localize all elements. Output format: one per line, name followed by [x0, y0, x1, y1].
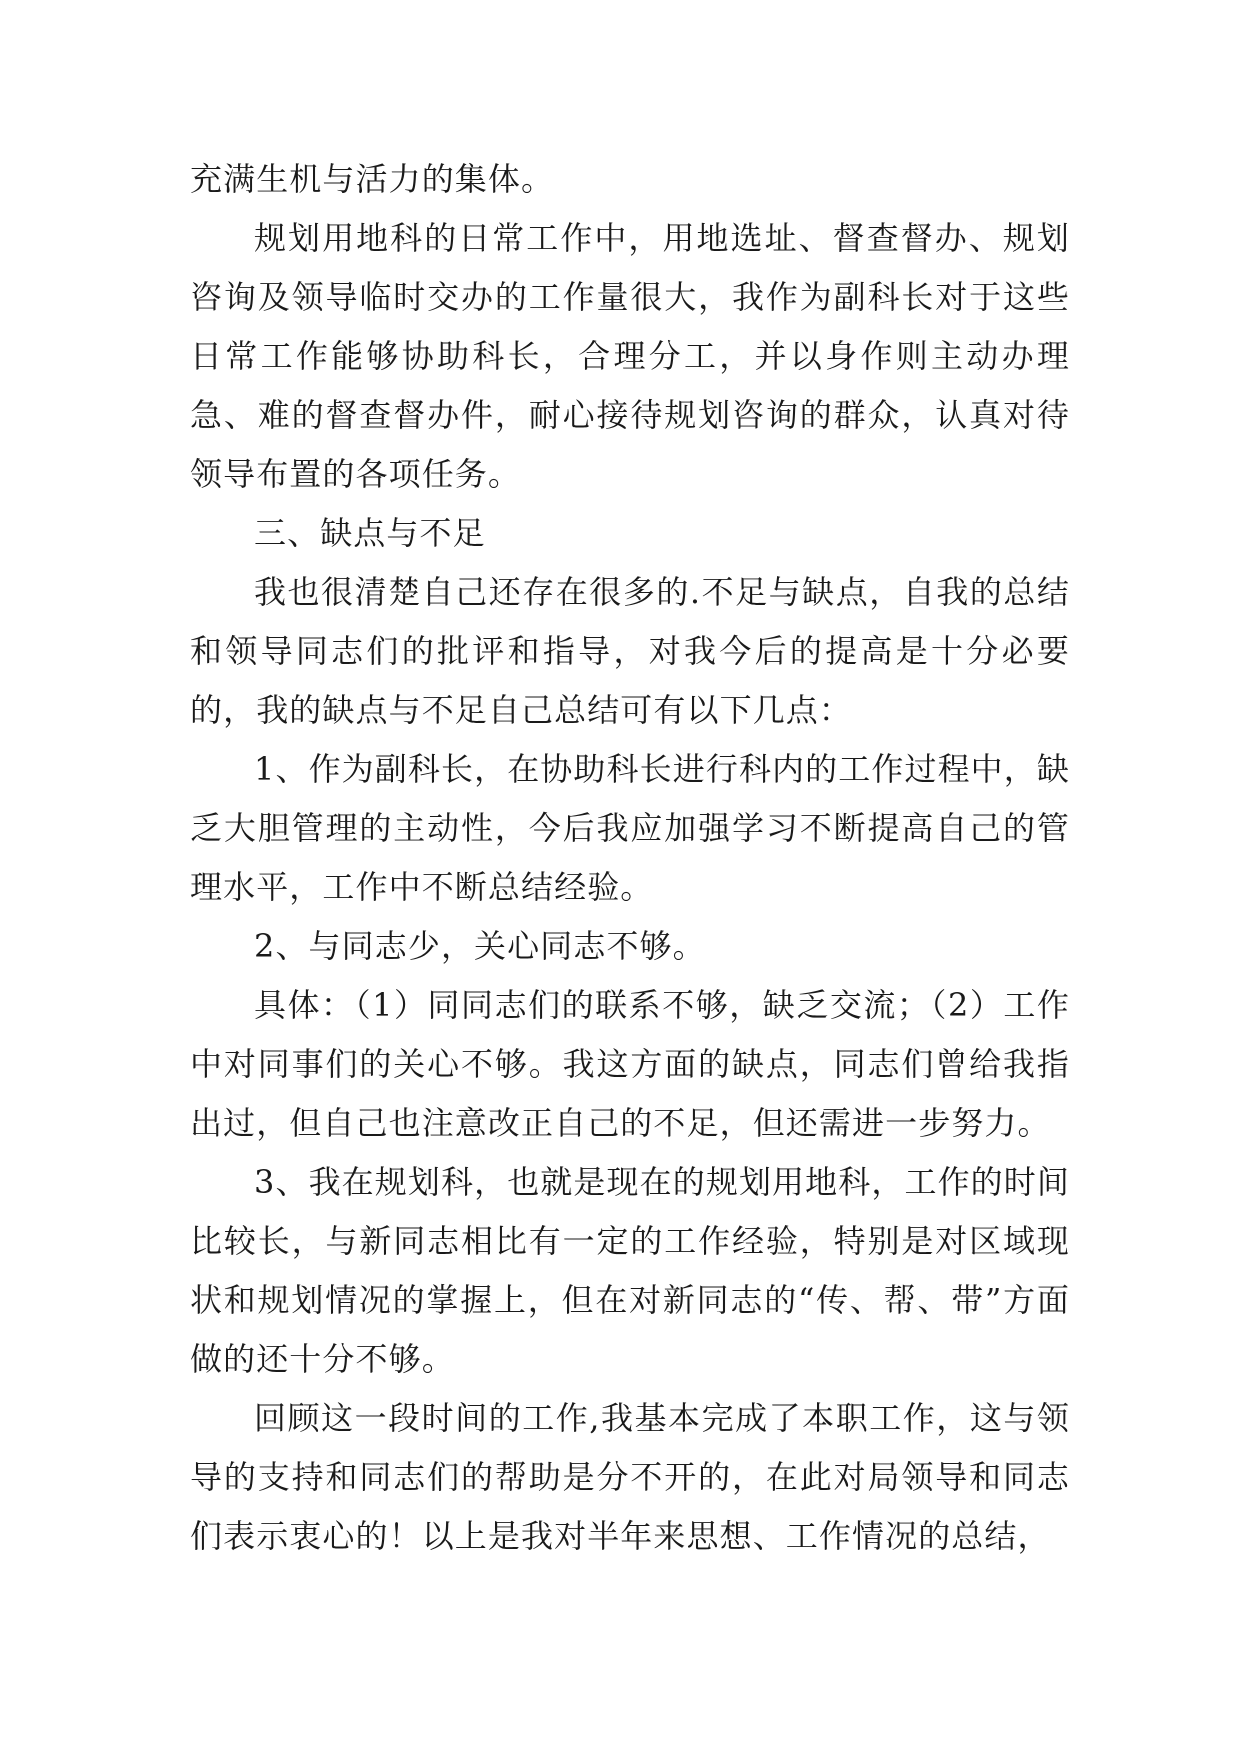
section-heading-shortcomings: 三、缺点与不足 [254, 514, 486, 552]
document-body [190, 150, 1070, 1566]
paragraph-shortcomings-intro: 我也很清楚自己还存在很多的.不足与缺点，自我的总结和领导同志们的批评和指导，对我今后的提高是十分必要的，我的缺点与不足自己总结可有以下几点： [190, 573, 1070, 729]
paragraph-daily-work: 规划用地科的日常工作中，用地选址、督查督办、规划咨询及领导临时交办的工作量很大，我作为副科长对于这些日常工作能够协助科长，合理分工，并以身作则主动办理急、难的督查督办件，耐心接待规划咨询的群众，认真对待领导布置的各项任务。 [190, 219, 1070, 493]
paragraph-closing-line: 充满生机与活力的集体。 [190, 160, 555, 198]
paragraph-point-2-detail: 具体：（1）同同志们的联系不够，缺乏交流；（2）工作中对同事们的关心不够。我这方面的缺点，同志们曾给我指出过，但自己也注意改正自己的不足，但还需进一步努力。 [190, 986, 1070, 1142]
paragraph-point-2: 2、与同志少，关心同志不够。 [254, 927, 706, 965]
paragraph-point-1: 1、作为副科长，在协助科长进行科内的工作过程中，缺乏大胆管理的主动性，今后我应加强学习不断提高自己的管理水平，工作中不断总结经验。 [190, 750, 1070, 906]
paragraph-point-3: 3、我在规划科，也就是现在的规划用地科，工作的时间比较长，与新同志相比有一定的工作经验，特别是对区域现状和规划情况的掌握上，但在对新同志的“传、帮、带”方面做的还十分不够。 [190, 1163, 1070, 1378]
paragraph-review: 回顾这一段时间的工作,我基本完成了本职工作，这与领导的支持和同志们的帮助是分不开的，在此对局领导和同志们表示衷心的！以上是我对半年来思想、工作情况的总结， [190, 1399, 1070, 1555]
